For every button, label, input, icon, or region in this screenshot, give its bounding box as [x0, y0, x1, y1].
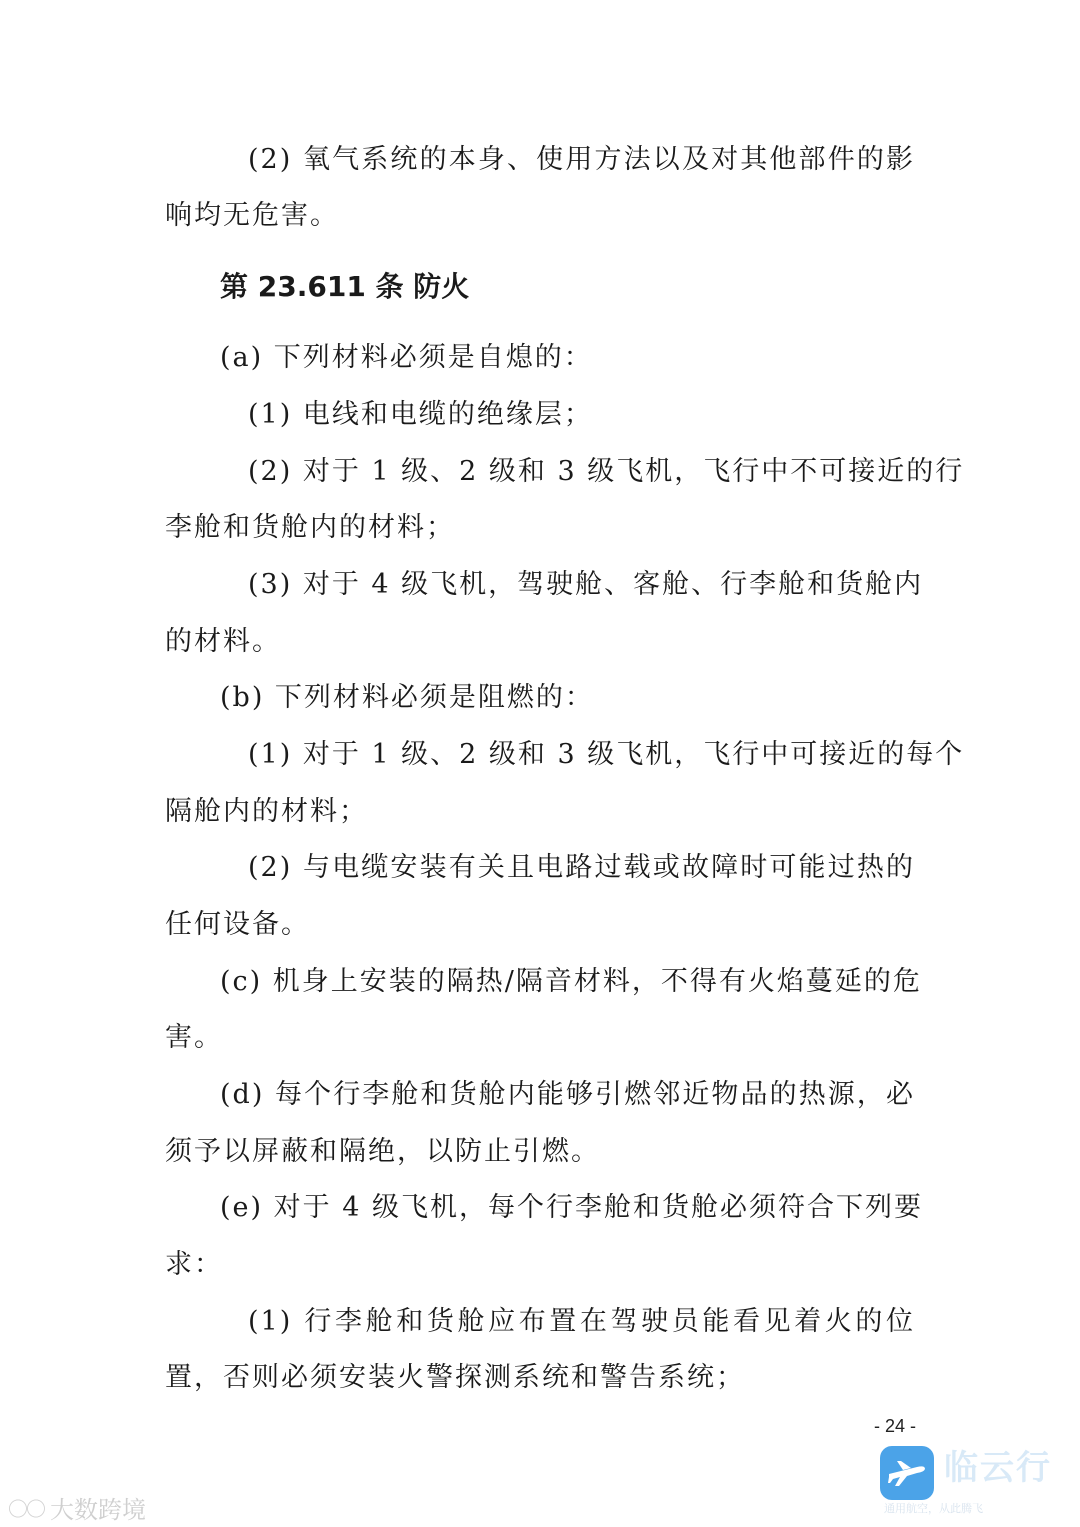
watermark-logo-icon: 〇〇: [8, 1497, 44, 1521]
text-line: 置，否则必须安装火警探测系统和警告系统；: [165, 1362, 745, 1393]
text-line: 李舱和货舱内的材料；: [165, 512, 455, 543]
text-line: 任何设备。: [165, 909, 310, 940]
watermark-dashu: [8, 1490, 146, 1525]
text-line: 求：: [165, 1249, 223, 1280]
text-line: 隔舱内的材料；: [165, 796, 368, 827]
text-line: (3) 对于 4 级飞机，驾驶舱、客舱、行李舱和货舱内: [248, 569, 924, 600]
watermark-linyunxing: [880, 1446, 1070, 1522]
text-line: 的材料。: [165, 626, 281, 657]
text-line: (2) 对于 1 级、2 级和 3 级飞机，飞行中不可接近的行: [248, 456, 965, 487]
text-line: (2) 与电缆安装有关且电路过载或故障时可能过热的: [248, 852, 915, 883]
section-heading: 第 23.611 条 防火: [220, 270, 470, 303]
text-line: (d) 每个行李舱和货舱内能够引燃邻近物品的热源，必: [220, 1079, 915, 1110]
text-line: (a) 下列材料必须是自熄的：: [220, 342, 593, 373]
text-line: (1) 对于 1 级、2 级和 3 级飞机，飞行中可接近的每个: [248, 739, 965, 770]
airplane-logo-icon: [880, 1446, 934, 1500]
text-line: (2) 氧气系统的本身、使用方法以及对其他部件的影: [248, 144, 915, 175]
text-line: (e) 对于 4 级飞机，每个行李舱和货舱必须符合下列要: [220, 1192, 923, 1223]
page-number: - 24 -: [874, 1416, 917, 1436]
text-line: (c) 机身上安装的隔热/隔音材料，不得有火焰蔓延的危: [220, 966, 922, 997]
watermark-text: 大数跨境: [50, 1496, 146, 1524]
text-line: (b) 下列材料必须是阻燃的：: [220, 682, 594, 713]
brand-slogan: 通用航空，从此腾飞: [884, 1502, 983, 1515]
text-line: (1) 行李舱和货舱应布置在驾驶员能看见着火的位: [248, 1306, 915, 1337]
brand-name: 临云行: [944, 1448, 1052, 1488]
text-line: 害。: [165, 1022, 223, 1053]
text-line: 响均无危害。: [165, 200, 339, 231]
text-line: (1) 电线和电缆的绝缘层；: [248, 399, 593, 430]
text-line: 须予以屏蔽和隔绝，以防止引燃。: [165, 1136, 600, 1167]
